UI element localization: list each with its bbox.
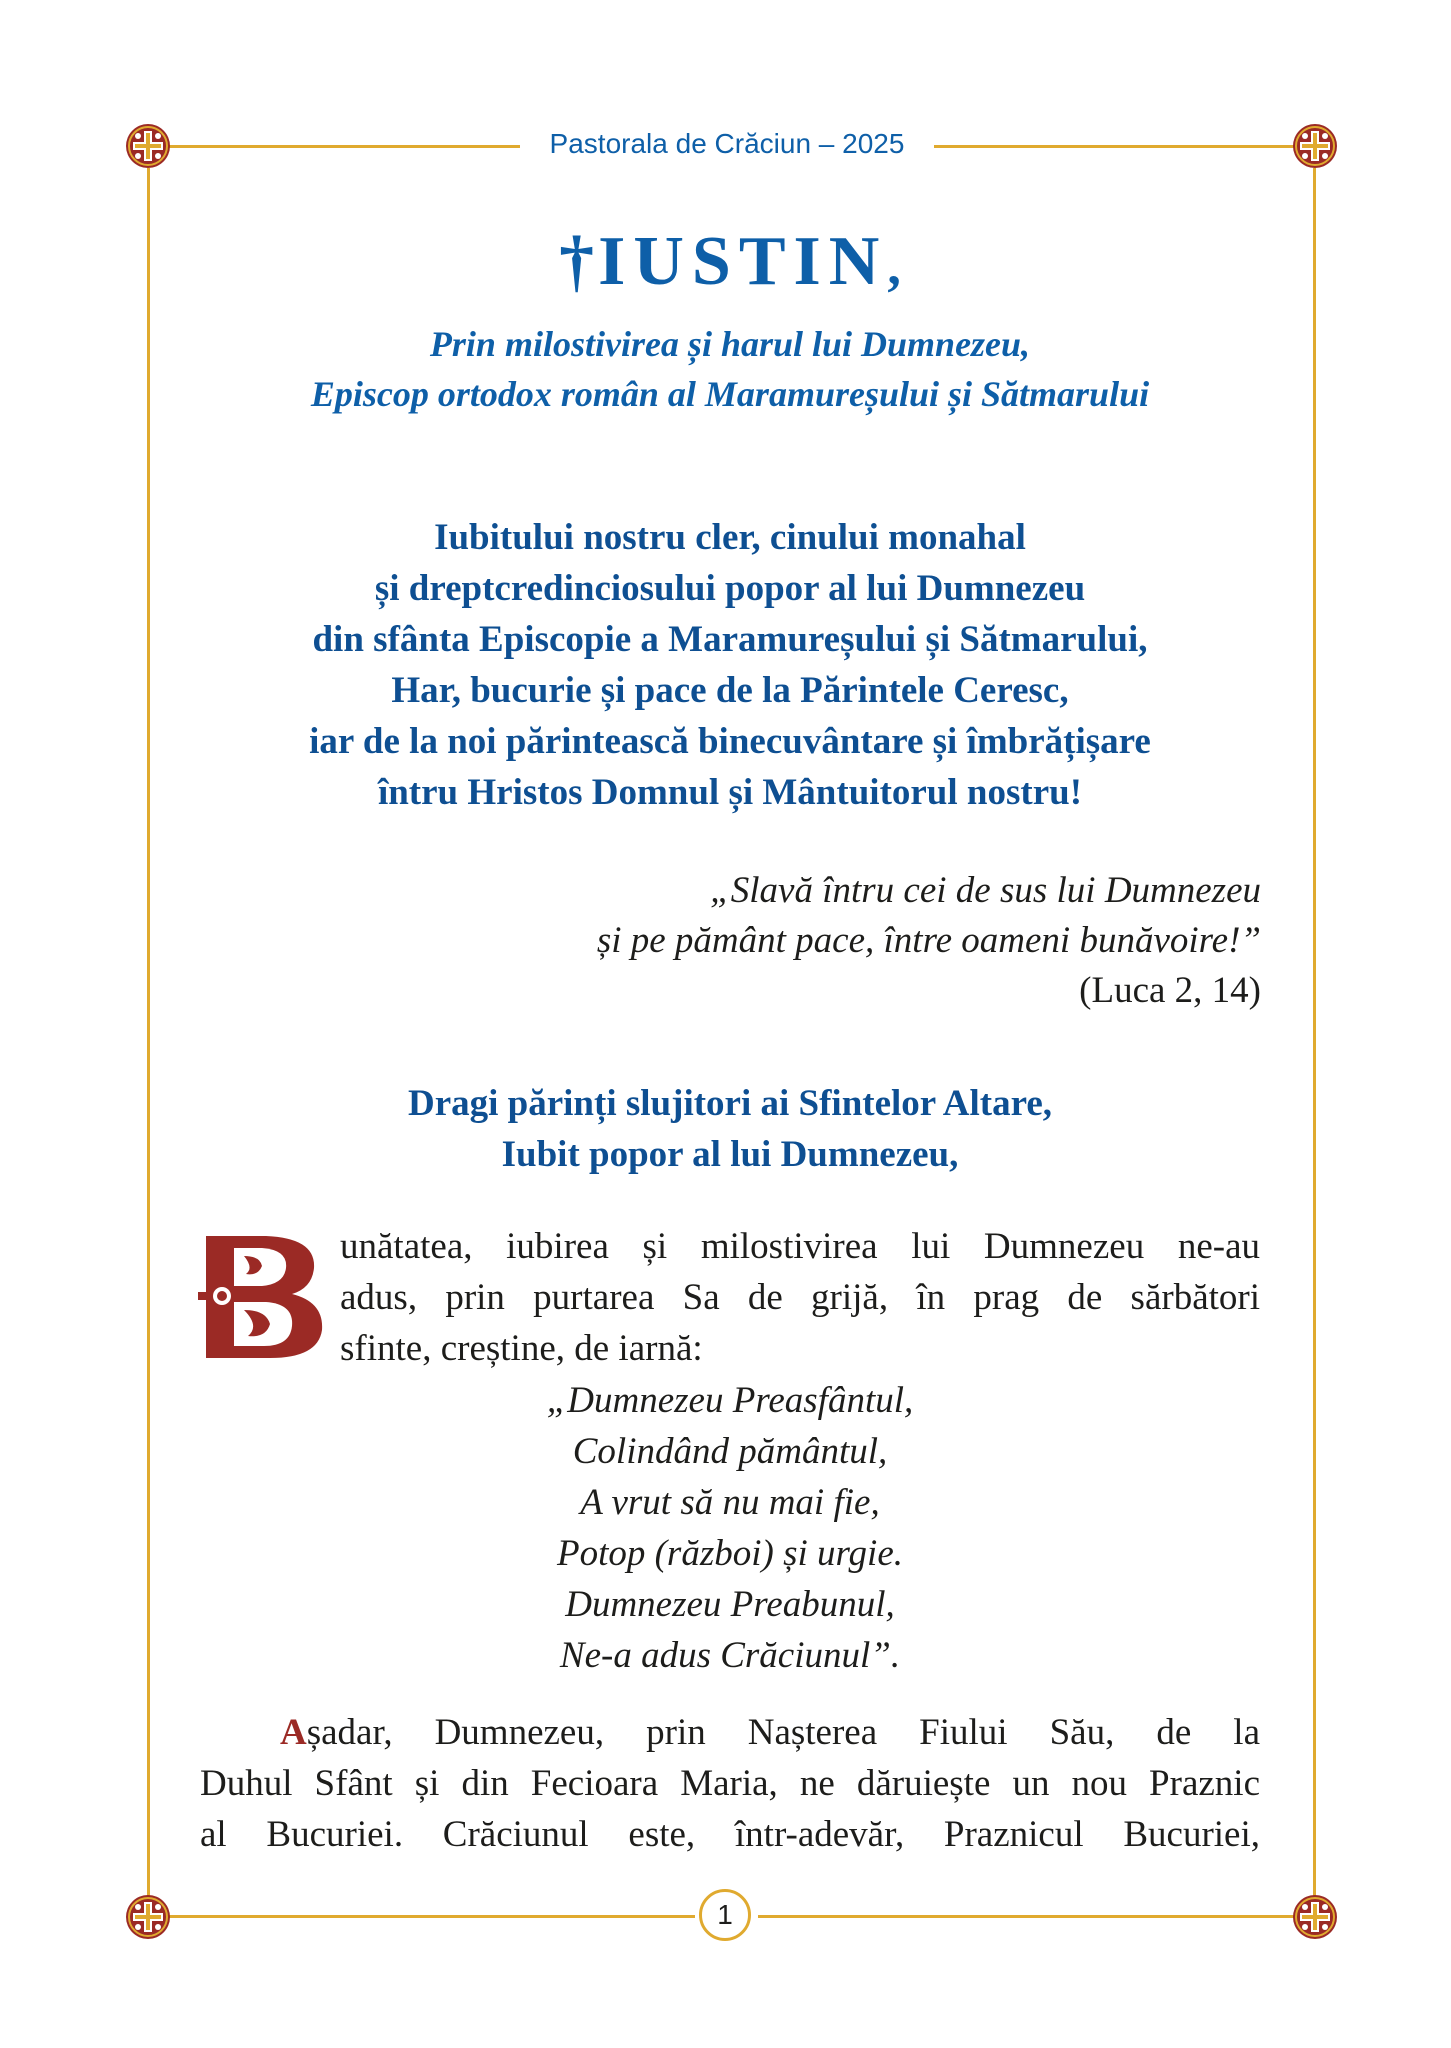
greeting-line: iar de la noi părintească binecuvântare și îmbrățișare <box>309 721 1151 762</box>
paragraph-1-line-3: sfinte, creștine, de iarnă: <box>340 1328 703 1369</box>
epigraph-reference: (Luca 2, 14) <box>1079 970 1261 1011</box>
running-header: Pastorala de Crăciun – 2025 <box>549 128 905 159</box>
epigraph-line-1: „Slavă întru cei de sus lui Dumnezeu <box>710 870 1261 911</box>
poem-block <box>200 1375 1260 1681</box>
corner-cross-ornament-icon <box>124 1893 172 1941</box>
poem-line: Potop (război) și urgie. <box>556 1533 903 1574</box>
title-name: IUSTIN <box>598 223 888 300</box>
greeting-line: și dreptcredinciosului popor al lui Dumnezeu <box>374 568 1086 609</box>
paragraph-2-line-3: al Bucuriei. Crăciunul este, într-adevăr, Praznicul Bucuriei, <box>200 1814 1260 1855</box>
subtitle-line-1: Prin milostivirea și harul lui Dumnezeu, <box>429 324 1031 364</box>
address-line-2: Iubit popor al lui Dumnezeu, <box>501 1134 959 1175</box>
greeting-block <box>200 512 1260 818</box>
frame-bottom-left-line <box>150 1915 695 1918</box>
dropcap-letter-icon <box>196 1226 330 1366</box>
paragraph-1-line-2: adus, prin purtarea Sa de grijă, în prag de sărbători <box>340 1277 1260 1318</box>
address-line-1: Dragi părinți slujitori ai Sfintelor Altare, <box>407 1083 1053 1124</box>
subtitle-line-2: Episcop ortodox român al Maramureșului și Sătmarului <box>310 374 1150 414</box>
page-number: 1 <box>699 1889 751 1941</box>
greeting-line: Har, bucurie și pace de la Părintele Ceresc, <box>391 670 1069 711</box>
corner-cross-ornament-icon <box>1291 1893 1339 1941</box>
title-comma: , <box>887 236 901 296</box>
paragraph-2-line-2: Duhul Sfânt și din Fecioara Maria, ne dăruiește un nou Praznic <box>200 1763 1260 1804</box>
greeting-line: întru Hristos Domnul și Mântuitorul nostru! <box>377 772 1083 813</box>
greeting-line: Iubitului nostru cler, cinului monahal <box>434 517 1026 558</box>
paragraph-2-lead-letter: A <box>280 1712 307 1753</box>
paragraph-2-line-1-text: șadar, Dumnezeu, prin Nașterea Fiului Său, de la <box>306 1712 1260 1753</box>
paragraph-1-line-1: unătatea, iubirea și milostivirea lui Dumnezeu ne-au <box>340 1226 1260 1267</box>
poem-line: „Dumnezeu Preasfântul, <box>546 1380 914 1421</box>
poem-line: Ne-a adus Crăciunul”. <box>559 1635 901 1676</box>
greeting-line: din sfânta Episcopie a Maramureșului și Sătmarului, <box>312 619 1148 660</box>
poem-line: Dumnezeu Preabunul, <box>565 1584 895 1625</box>
poem-line: A vrut să nu mai fie, <box>580 1482 880 1523</box>
dagger-symbol: † <box>559 223 595 300</box>
corner-cross-ornament-icon <box>1291 122 1339 170</box>
epigraph <box>501 866 1261 1016</box>
address-block <box>200 1078 1260 1180</box>
paragraph-2-line-1 <box>280 1708 1260 1758</box>
epigraph-line-2: și pe pământ pace, între oameni bunăvoire!” <box>596 920 1261 961</box>
frame-top-right-line <box>934 145 1301 148</box>
frame-bottom-right-line <box>758 1915 1301 1918</box>
frame-right-line <box>1313 168 1316 1896</box>
frame-top-left-line <box>150 145 520 148</box>
poem-line: Colindând pământul, <box>572 1431 888 1472</box>
corner-cross-ornament-icon <box>124 122 172 170</box>
page-title <box>200 222 1260 302</box>
frame-left-line <box>147 168 150 1896</box>
